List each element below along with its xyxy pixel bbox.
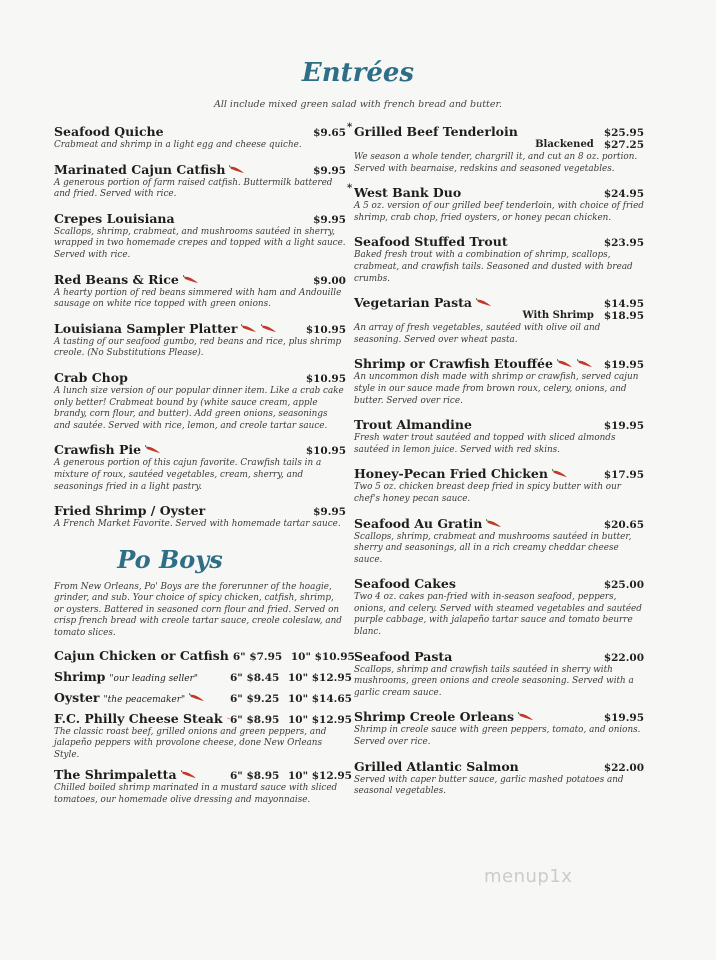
menu-item-description: A 5 oz. version of our grilled beef tenderloin, with choice of fried shrimp, crab chop, fried oysters, or honey pecan chicken.: [354, 201, 644, 223]
menu-item-description: Scallops, shrimp, crabmeat, and mushrooms sautéed in sherry, wrapped in two homemade crepes and topped with a light sauce. Served with rice.: [54, 226, 346, 260]
menu-item-price: $10.95: [305, 372, 346, 385]
entree-list-right: [347, 122, 644, 798]
menu-item-description: Two 4 oz. cakes pan-fried with in-season seafood, peppers, onions, and celery. Served with steamed vegetables and sautéed purple cabbage, with jalapeño tartar sauce and tomato beurre blanc.: [354, 592, 642, 638]
po-boy-item: [54, 689, 352, 705]
menu-item-price: $14.95: [603, 298, 644, 311]
po-boy-item: [54, 767, 352, 806]
menu-item-header: [354, 759, 644, 774]
menu-item-name: Red Beans & Rice: [54, 271, 179, 287]
chili-pepper-icon: [518, 712, 534, 721]
chili-pepper-icon: [181, 770, 197, 779]
right-column: [347, 122, 644, 808]
menu-item-name: Shrimp or Crawfish Etouffée: [354, 356, 553, 372]
size-label-10: 10": [288, 671, 309, 684]
menu-item: [347, 122, 644, 175]
po-boy-name: Cajun Chicken or Catfish: [54, 647, 229, 663]
menu-item-price: $9.95: [313, 213, 346, 226]
chili-pepper-icon: [557, 359, 573, 368]
price-6-inch: [230, 714, 288, 726]
menu-item-name: Grilled Atlantic Salmon: [354, 758, 519, 774]
menu-item-price: $25.95: [603, 127, 644, 139]
price-10: $12.95: [311, 671, 352, 684]
menu-item-price: $9.00: [313, 274, 346, 287]
po-boy-name: The Shrimpaletta: [54, 767, 177, 783]
chili-pepper-icon: [145, 445, 161, 454]
menu-item-price: $23.95: [603, 237, 644, 250]
menu-item-header: [54, 272, 346, 287]
menu-item-description: An array of fresh vegetables, sautéed with olive oil and seasoning. Served over wheat pasta.: [354, 323, 601, 345]
menu-item: [354, 649, 644, 700]
page-title: Entrées: [301, 58, 415, 88]
size-label-6: 6": [230, 671, 243, 684]
menu-item-price: $19.95: [603, 359, 644, 372]
menu-item-description: Scallops, shrimp, crabmeat and mushrooms sautéed in butter, sherry and seasonings, all in a rich creamy cheddar cheese sauce.: [354, 531, 632, 565]
price-6: $8.95: [246, 770, 280, 783]
option-price: $27.25: [603, 139, 644, 151]
menu-item-price: $20.65: [603, 518, 644, 531]
price-6-inch: [230, 770, 288, 782]
price-6-inch: [230, 693, 288, 705]
menu-item: [354, 516, 644, 567]
menu-item-header: [354, 417, 644, 432]
po-boy-header: [54, 668, 352, 684]
po-boy-prices: [230, 671, 352, 684]
menu-item-price: $17.95: [603, 469, 644, 482]
menu-item: [354, 295, 644, 346]
menu-item-name: Crab Chop: [54, 369, 128, 385]
watermark: menup1x: [484, 866, 573, 887]
size-label-6: 6": [230, 692, 243, 705]
menu-item-name: Vegetarian Pasta: [354, 295, 473, 311]
menu-item-description: A lunch size version of our popular dinner item. Like a crab cake only better! Crabmeat bound by (white sauce cream, apple brandy, corn flour, and butter). Add green onions, seasonings and sautée. Served with rice, lemon, and creole tartar sauce.: [54, 385, 344, 431]
menu-item-name: Grilled Beef Tenderloin: [354, 124, 518, 139]
menu-item-name: Seafood Cakes: [354, 576, 456, 592]
po-boy-prices: [230, 770, 352, 783]
menu-item-price: $10.95: [305, 323, 346, 336]
menu-item-name: Seafood Quiche: [54, 124, 164, 139]
menu-item-price: $19.95: [603, 712, 644, 725]
menu-item: [54, 211, 346, 262]
menu-item: [354, 466, 644, 505]
price-10-inch: [288, 671, 352, 684]
menu-item-header: [354, 356, 644, 371]
menu-item-name: Crepes Louisiana: [54, 210, 175, 226]
price-10-inch: [290, 650, 355, 663]
menu-item-name: Crawfish Pie: [54, 442, 142, 458]
price-10: $10.95: [314, 650, 355, 663]
menu-item-description: Shrimp in creole sauce with green peppers, tomato, and onions. Served over rice.: [354, 725, 641, 748]
option-label: Blackened: [535, 139, 594, 150]
po-boy-description: Chilled boiled shrimp marinated in a mustard sauce with sliced tomatoes, our homemade olive dressing and mayonnaise.: [54, 783, 338, 806]
menu-item-header: [54, 370, 346, 385]
menu-item-header: [354, 576, 644, 591]
menu-item-header: [354, 295, 644, 310]
size-label-6: 6": [230, 770, 243, 783]
menu-item-header: [54, 503, 346, 518]
size-label-10: 10": [288, 770, 309, 783]
menu-item-header: [354, 516, 644, 531]
menu-item-description: Fresh water trout sautéed and topped with sliced almonds sautéed in lemon juice. Served with red skins.: [354, 433, 616, 455]
chili-pepper-icon: [552, 469, 568, 478]
po-boy-prices: [230, 692, 352, 705]
menu-item-header: [54, 162, 346, 177]
menu-item-description: We season a whole tender, chargrill it, and cut an 8 oz. portion. Served with bearnaise, redskins and seasoned vegetables.: [354, 152, 638, 174]
menu-item: [54, 370, 346, 432]
asterisk-mark: *: [347, 122, 353, 133]
price-6-inch: [230, 672, 288, 684]
po-boy-header: [54, 647, 355, 663]
chili-pepper-icon: [189, 693, 205, 702]
menu-item-name: Louisiana Sampler Platter: [54, 320, 238, 336]
menu-item-name: Trout Almandine: [354, 417, 472, 433]
menu-item-header: [354, 234, 644, 249]
option-price: $18.95: [603, 310, 644, 323]
menu-item-price: $25.00: [603, 579, 644, 592]
menu-item-header: [54, 442, 346, 457]
po-boy-header: [54, 767, 352, 783]
menu-item-name: Seafood Pasta: [354, 648, 453, 664]
menu-item-description: A French Market Favorite. Served with homemade tartar sauce.: [54, 519, 341, 530]
size-label-10: 10": [288, 713, 309, 726]
menu-item: [354, 417, 644, 456]
po-boy-item: [54, 647, 355, 663]
po-boy-name: Shrimp: [54, 668, 106, 684]
menu-item-description: An uncommon dish made with shrimp or crawfish, served cajun style in our sauce made from brown roux, celery, onions, and butter. Served over rice.: [354, 372, 639, 406]
left-column: [54, 124, 355, 813]
page-subtitle: All include mixed green salad with french bread and butter.: [213, 99, 503, 110]
menu-item-header: [354, 466, 644, 481]
po-boy-name: F.C. Philly Cheese Steak: [54, 710, 223, 726]
menu-item-description: Crabmeat and shrimp in a light egg and cheese quiche.: [54, 140, 302, 150]
menu-item-header: [354, 649, 644, 664]
menu-item-option: [354, 310, 644, 322]
menu-item-name: Fried Shrimp / Oyster: [54, 503, 206, 519]
menu-item: [54, 442, 346, 493]
po-boy-item: [54, 710, 352, 762]
menu-item-header: [347, 183, 644, 201]
menu-item-name: West Bank Duo: [354, 185, 462, 201]
chili-pepper-icon: [229, 165, 245, 174]
menu-item: [54, 162, 346, 201]
menu-item: [354, 576, 644, 638]
po-boy-name: Oyster: [54, 689, 100, 705]
price-10: $14.65: [311, 692, 352, 705]
chili-pepper-icon: [486, 519, 502, 528]
size-label-10: 10": [288, 692, 309, 705]
menu-item-description: A tasting of our seafood gumbo, red beans and rice, plus shrimp creole. (No Substitutions Please).: [54, 336, 342, 359]
menu-item-description: Served with caper butter sauce, garlic mashed potatoes and seasonal vegetables.: [354, 774, 624, 797]
menu-item-price: $10.95: [305, 445, 346, 458]
menu-item-price: $9.65: [313, 127, 346, 139]
price-6-inch: [233, 651, 291, 663]
menu-item: [354, 356, 644, 407]
po-boys-title: Po Boys: [117, 544, 223, 574]
menu-item: [54, 124, 346, 152]
menu-item: [54, 503, 346, 531]
po-boy-header: [54, 689, 352, 705]
menu-item: [54, 272, 346, 311]
price-10-inch: [288, 713, 352, 726]
entree-list-left: [54, 124, 346, 531]
menu-item-price: $9.95: [313, 164, 346, 177]
menu-item-price: $24.95: [603, 188, 644, 201]
menu-item-name: Marinated Cajun Catfish: [54, 161, 226, 177]
menu-item-description: A hearty portion of red beans simmered with ham and Andouille sausage on white rice topped with green onions.: [54, 287, 342, 310]
po-boys-list: [54, 647, 355, 807]
menu-item-option: [354, 139, 644, 151]
menu-item-name: Shrimp Creole Orleans: [354, 709, 515, 725]
menu-item-price: $22.00: [603, 651, 644, 664]
menu-item-description: A generous portion of this cajun favorite. Crawfish tails in a mixture of roux, sautéed vegetables, cream, sherry, and seasonings fried in a light pastry.: [54, 458, 322, 492]
menu-item-header: [54, 321, 346, 336]
menu-item: [54, 321, 346, 360]
menu-item-price: $22.00: [603, 761, 644, 774]
chili-pepper-icon: [261, 324, 277, 333]
po-boy-description: The classic roast beef, grilled onions and green peppers, and jalapeño peppers with provolone cheese, done New Orleans Style.: [54, 726, 327, 760]
price-10-inch: [288, 692, 352, 705]
menu-item-name: Seafood Au Gratin: [354, 515, 483, 531]
chili-pepper-icon: [476, 298, 492, 307]
po-boy-prices: [232, 650, 355, 663]
size-label-10: 10": [290, 650, 311, 663]
po-boy-item: [54, 668, 352, 684]
menu-item-description: Two 5 oz. chicken breast deep fried in spicy butter with our chef's honey pecan sauce.: [354, 482, 621, 504]
asterisk-mark: *: [347, 183, 353, 195]
menu-item-header: [347, 122, 644, 139]
option-label: With Shrimp: [522, 310, 594, 322]
menu-item-name: Honey-Pecan Fried Chicken: [354, 466, 548, 482]
chili-pepper-icon: [183, 275, 199, 284]
menu-item-header: [54, 211, 346, 226]
chili-pepper-icon: [241, 324, 257, 333]
menu-item: [354, 709, 644, 748]
menu-item-description: Scallops, shrimp and crawfish tails sautéed in sherry with mushrooms, green onions and creole seasoning. Served with a garlic cream sauce.: [354, 664, 634, 698]
menu-item-description: Baked fresh trout with a combination of shrimp, scallops, crabmeat, and crawfish tails. Seasoned and dusted with bread crumbs.: [354, 250, 633, 284]
menu-item-price: $19.95: [603, 420, 644, 433]
menu-item: [354, 234, 644, 285]
price-6: $9.25: [246, 692, 280, 705]
po-boys-intro: From New Orleans, Po' Boys are the forerunner of the hoagie, grinder, and sub. Your choice of spicy chicken, catfish, shrimp, or oysters. Battered in seasoned corn flour and fried. Served on crisp french bread with creole tartar sauce, creole coleslaw, and tomato slices.: [54, 581, 342, 639]
po-boy-tagline: "our leading seller": [109, 673, 199, 684]
po-boy-prices: [230, 713, 352, 726]
price-6: $8.95: [246, 713, 280, 726]
menu-item: [354, 759, 644, 798]
menu-item: [347, 183, 644, 224]
po-boy-tagline: "the peacemaker": [103, 694, 186, 705]
price-10-inch: [288, 770, 352, 783]
price-10: $12.95: [311, 713, 352, 726]
po-boy-header: [54, 710, 352, 726]
price-6: $8.45: [246, 671, 280, 684]
price-10: $12.95: [311, 770, 352, 783]
size-label-6: 6": [232, 650, 246, 663]
menu-item-header: [354, 709, 644, 724]
menu-item-header: [54, 124, 346, 139]
menu-item-price: $9.95: [313, 506, 346, 519]
price-6: $7.95: [249, 650, 283, 663]
po-boys-section: [54, 544, 355, 807]
menu-item-name: Seafood Stuffed Trout: [354, 234, 508, 250]
menu-item-description: A generous portion of farm raised catfish. Buttermilk battered and fried. Served with rice.: [54, 177, 333, 200]
size-label-6: 6": [230, 713, 243, 726]
chili-pepper-icon: [577, 359, 593, 368]
